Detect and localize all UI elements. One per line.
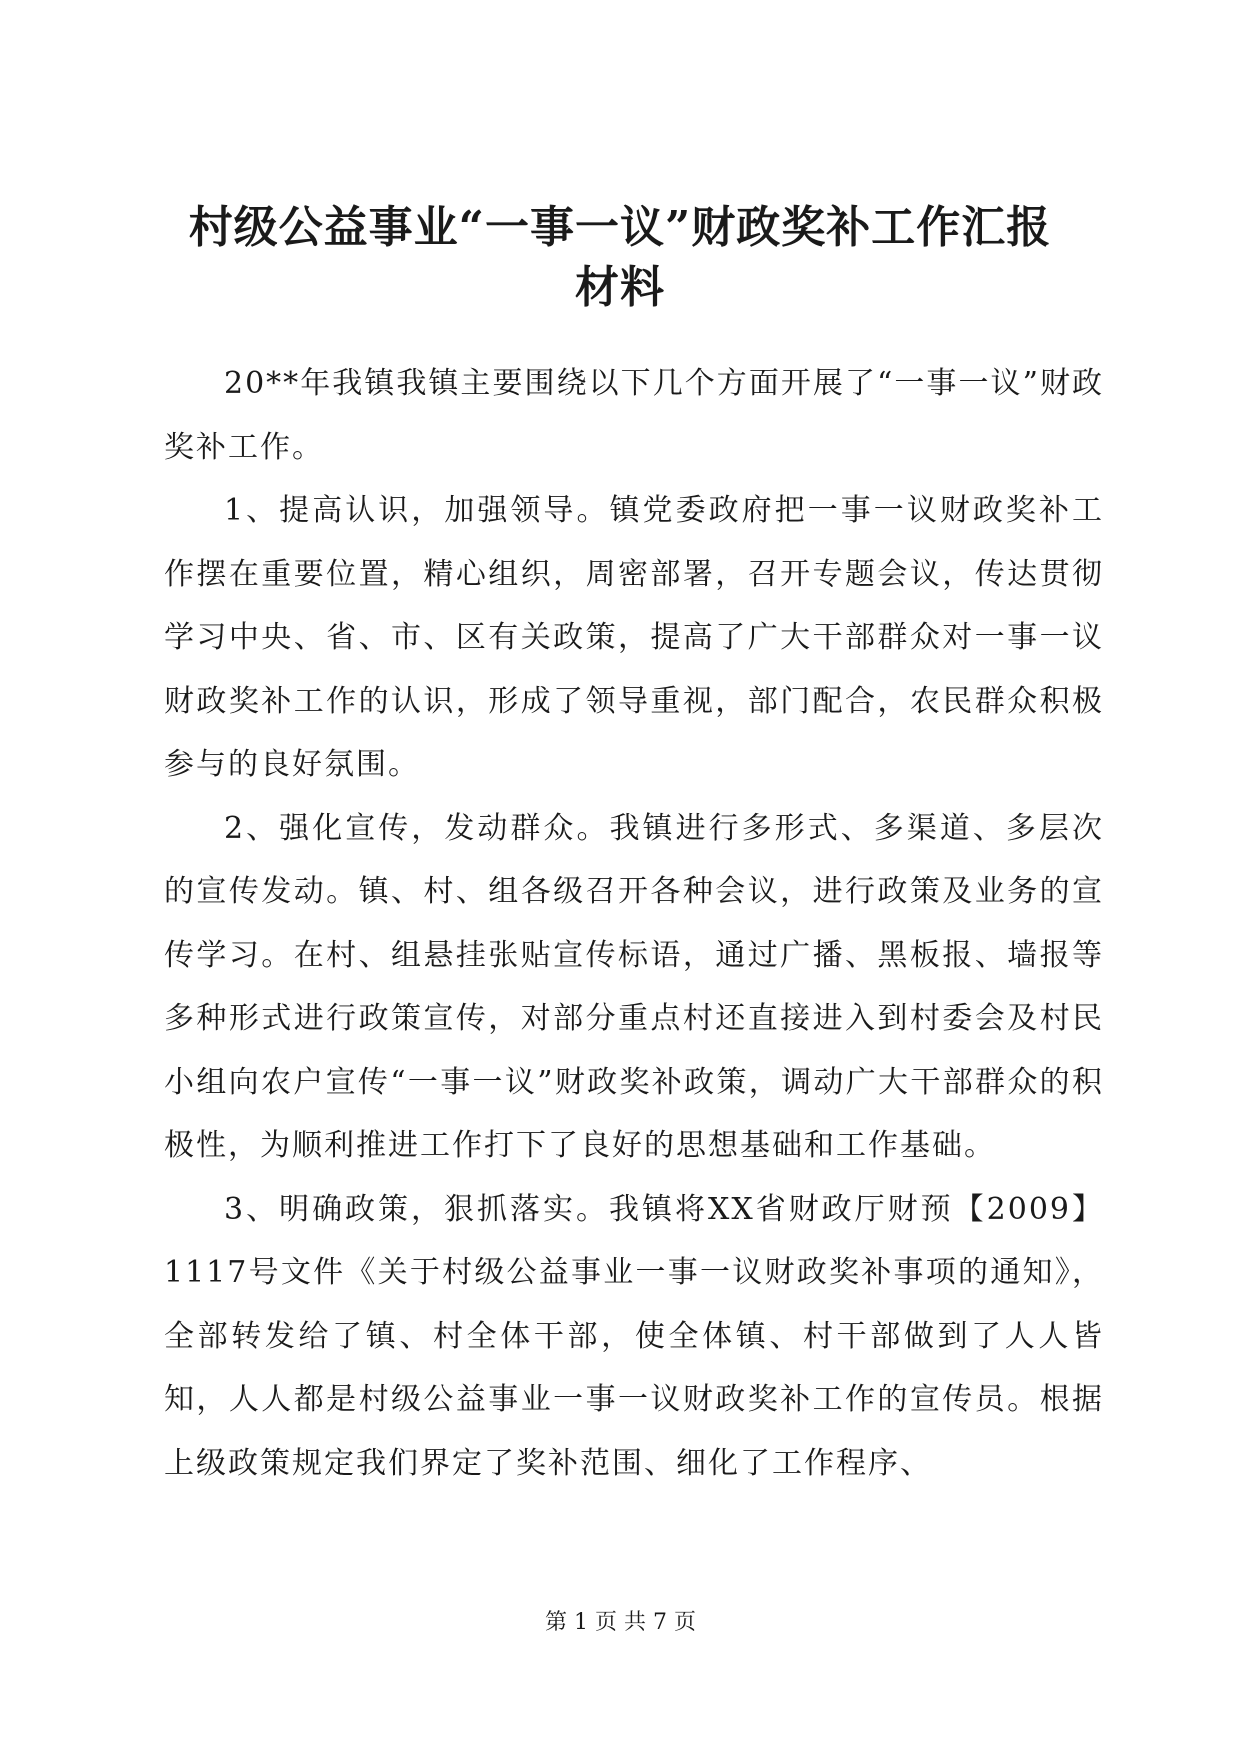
title-line-1: 村级公益事业“一事一议”财政奖补工作汇报 xyxy=(188,202,1052,253)
page-footer xyxy=(0,1608,1241,1638)
paragraph-2: 2、强化宣传，发动群众。我镇进行多形式、多渠道、多层次的宣传发动。镇、村、组各级召开各种会议，进行政策及业务的宣传学习。在村、组悬挂张贴宣传标语，通过广播、黑板报、墙报等多种形式进行政策宣传，对部分重点村还直接进入到村委会及村民小组向农户宣传“一事一议”财政奖补政策，调动广大干部群众的积极性，为顺利推进工作打下了良好的思想基础和工作基础。 xyxy=(164,810,1104,1163)
title-line-2: 材料 xyxy=(575,262,665,313)
document-body xyxy=(164,352,1104,1495)
document-title xyxy=(150,198,1090,318)
paragraph-1: 1、提高认识，加强领导。镇党委政府把一事一议财政奖补工作摆在重要位置，精心组织，周密部署，召开专题会议，传达贯彻学习中央、省、市、区有关政策，提高了广大干部群众对一事一议财政奖补工作的认识，形成了领导重视，部门配合，农民群众积极参与的良好氛围。 xyxy=(164,493,1104,782)
paragraph-intro: 20**年我镇我镇主要围绕以下几个方面开展了“一事一议”财政奖补工作。 xyxy=(164,366,1104,465)
page-number: 第 1 页 共 7 页 xyxy=(545,1610,696,1635)
paragraph-3: 3、明确政策，狠抓落实。我镇将XX省财政厅财预【2009】1117号文件《关于村级公益事业一事一议财政奖补事项的通知》，全部转发给了镇、村全体干部，使全体镇、村干部做到了人人皆知，人人都是村级公益事业一事一议财政奖补工作的宣传员。根据上级政策规定我们界定了奖补范围、细化了工作程序、 xyxy=(164,1191,1104,1481)
